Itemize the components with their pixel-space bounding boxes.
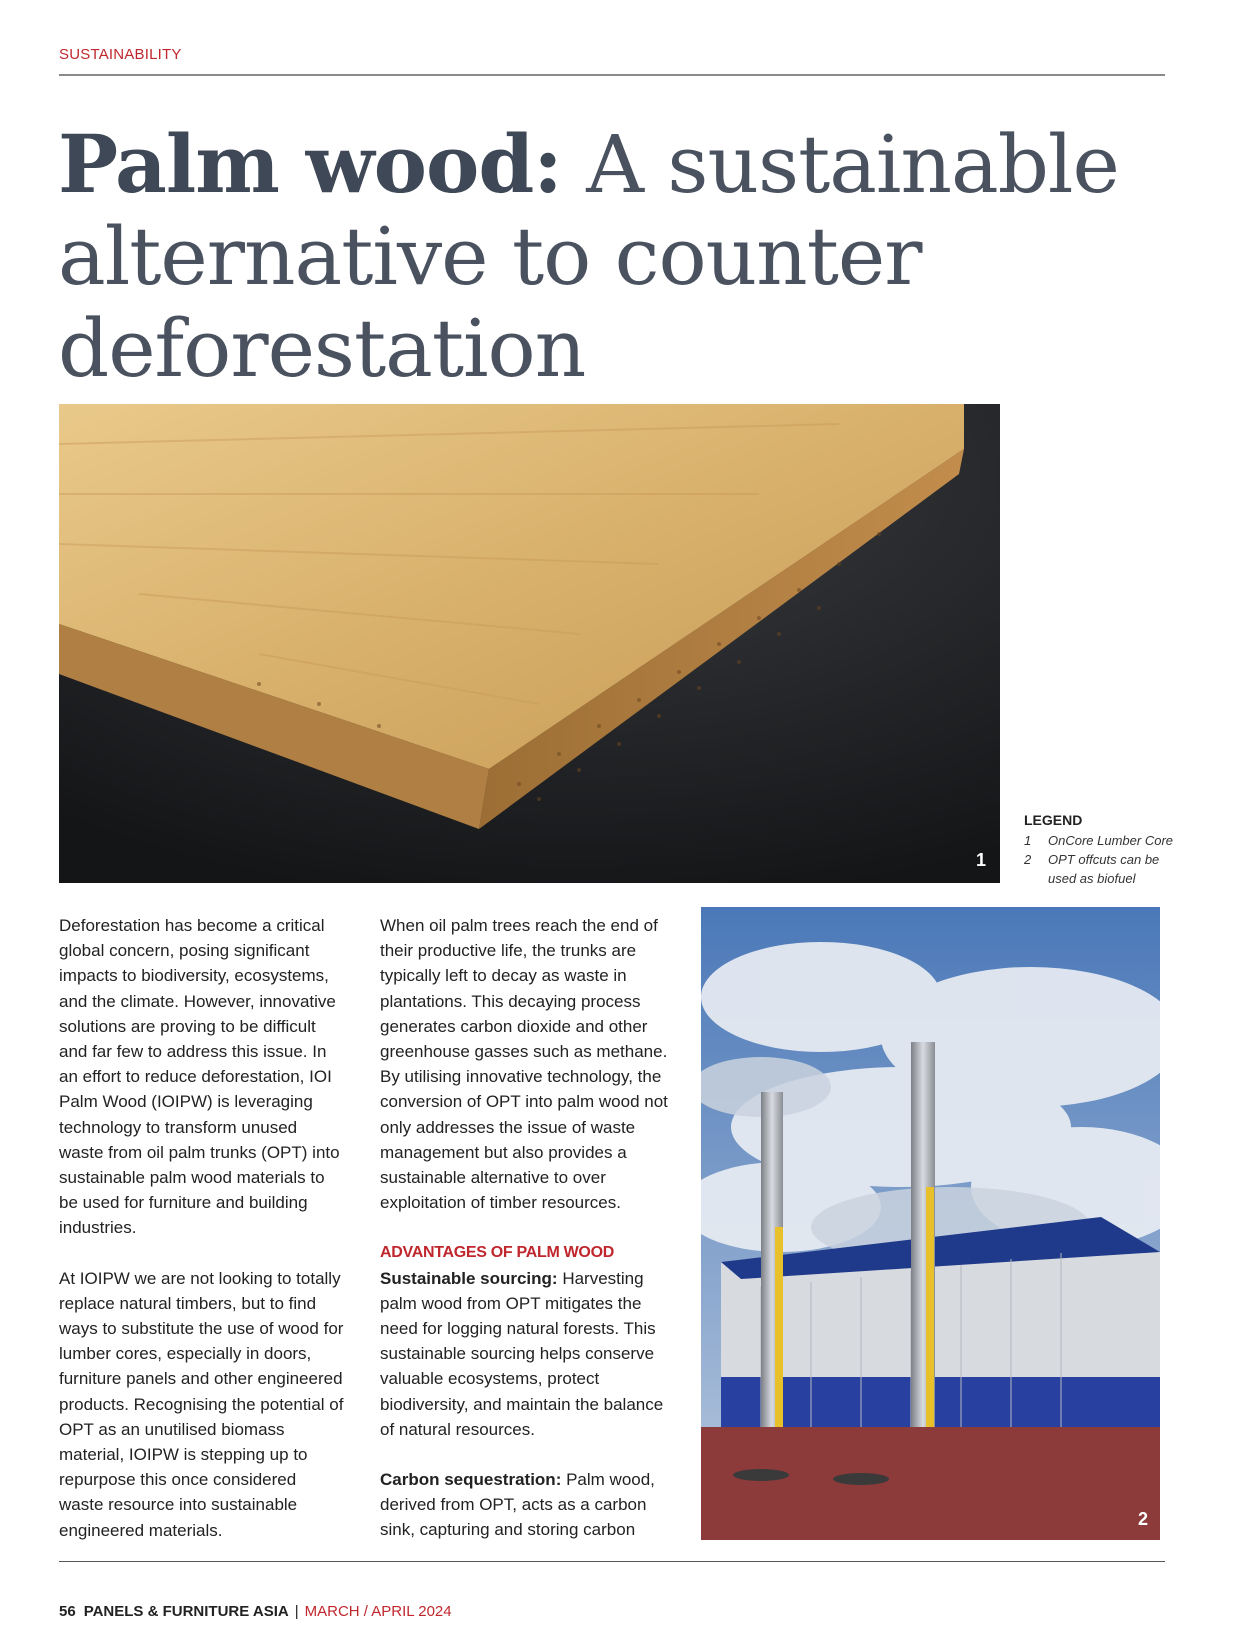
- paragraph: When oil palm trees reach the end of their productive life, the trunks are typically left to decay as waste in plantations. This decaying process generates carbon dioxide and other greenhouse gasses such as methane. By utilising innovative technology, the conversion of OPT into palm wood not only addresses the issue of waste management but also provides a sustainable alternative to over exploitation of timber resources.: [380, 916, 668, 1213]
- section-label: SUSTAINABILITY: [59, 46, 182, 63]
- paragraph: At IOIPW we are not looking to totally replace natural timbers, but to find ways to substitute the use of wood for lumber cores, especially in doors, furniture panels and other engineered products. Recognising the potential of OPT as an unutilised biomass material, IOIPW is stepping up to repurpose this once considered waste resource into sustainable engineered materials.: [59, 1268, 344, 1540]
- legend-item: [1024, 850, 1224, 888]
- issue-date: MARCH / APRIL 2024: [304, 1603, 452, 1620]
- article-column-2: [380, 913, 675, 1568]
- legend-title: LEGEND: [1024, 812, 1083, 828]
- legend-item-text: OnCore Lumber Core: [1048, 833, 1173, 848]
- legend: [1024, 812, 1224, 888]
- top-divider: [59, 74, 1165, 76]
- bottom-divider: [59, 1561, 1165, 1562]
- photo-palm-wood-board: [59, 404, 1000, 883]
- legend-item-number: 1: [1024, 833, 1032, 848]
- headline: [58, 118, 1178, 395]
- figure-number-2: 2: [1137, 1509, 1148, 1529]
- run-in-heading: Carbon sequestration:: [380, 1470, 562, 1490]
- subheading: ADVANTAGES OF PALM WOOD: [380, 1244, 614, 1262]
- paragraph: Deforestation has become a critical global concern, posing significant impacts to biodiversity, ecosystems, and the climate. However, innovative solutions are proving to be difficult and far few to address this issue. In an effort to reduce deforestation, IOI Palm Wood (IOIPW) is leveraging technology to transform unused waste from oil palm trunks (OPT) into sustainable palm wood materials to be used for furniture and building industries.: [59, 916, 340, 1238]
- headline-bold: Palm wood:: [58, 117, 562, 211]
- photo-biomass-plant: [701, 907, 1160, 1540]
- legend-item-number: 2: [1024, 852, 1032, 867]
- paragraph: [380, 1467, 675, 1543]
- run-in-heading: Sustainable sourcing:: [380, 1268, 558, 1288]
- footer-separator: |: [294, 1603, 299, 1620]
- headline-light: A sustainable alternative to counter deforestation: [58, 118, 1119, 395]
- legend-item: [1024, 831, 1224, 850]
- paragraph-text: Palm wood, derived from OPT, acts as a carbon sink, capturing and storing carbon: [380, 1470, 655, 1540]
- paragraph: [380, 1266, 675, 1442]
- article-column-1: [59, 913, 344, 1568]
- figure-number-1: 1: [975, 850, 986, 870]
- page-number: 56: [59, 1603, 76, 1620]
- publication-name: PANELS & FURNITURE ASIA: [83, 1603, 289, 1620]
- footer: [59, 1603, 452, 1620]
- paragraph-text: Harvesting palm wood from OPT mitigates the need for logging natural forests. This sustainable sourcing helps conserve valuable ecosystems, protect biodiversity, and maintain the balance of natural resources.: [380, 1268, 664, 1439]
- legend-item-text: OPT offcuts can be used as biofuel: [1048, 852, 1160, 886]
